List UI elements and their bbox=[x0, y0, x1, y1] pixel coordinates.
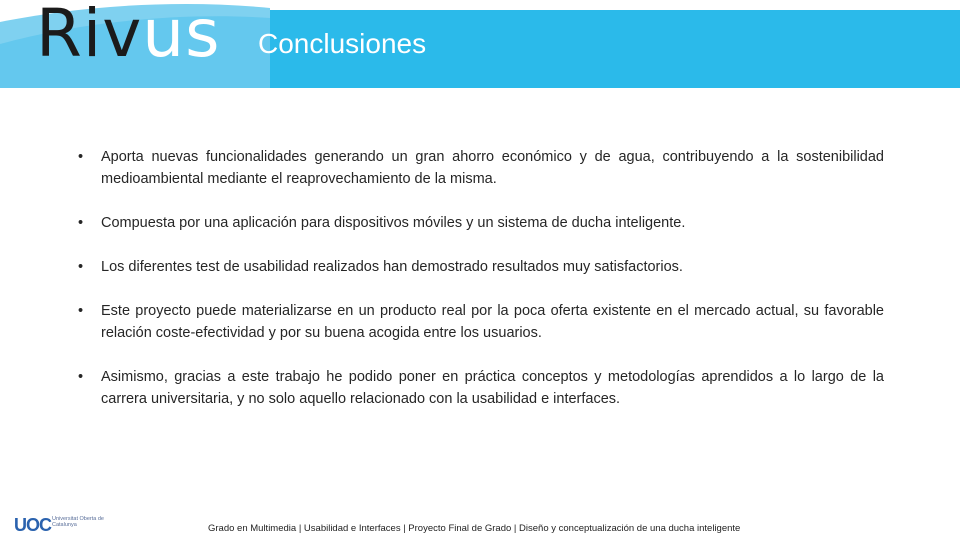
uoc-logo bbox=[14, 513, 106, 537]
bullet-item: • Asimismo, gracias a este trabajo he podido poner en práctica conceptos y metodologías aprendidos a lo largo de la carrera universitaria, y no solo aquello relacionado con la usabilidad e interfaces. bbox=[78, 366, 884, 410]
footer-caption: Grado en Multimedia | Usabilidad e Interfaces | Proyecto Final de Grado | Diseño y conceptualización de una ducha inteligente bbox=[208, 523, 741, 534]
logo-light-text: us bbox=[142, 0, 221, 72]
bullet-item: • Este proyecto puede materializarse en un producto real por la poca oferta existente en el mercado actual, su favorable relación coste-efectividad y por su buena acogida entre los usuarios. bbox=[78, 300, 884, 344]
bullet-item: • Aporta nuevas funcionalidades generando un gran ahorro económico y de agua, contribuyendo a la sostenibilidad medioambiental mediante el reaprovechamiento de la misma. bbox=[78, 146, 884, 190]
rivus-logo bbox=[36, 0, 220, 74]
bullet-item: • Compuesta por una aplicación para dispositivos móviles y un sistema de ducha inteligente. bbox=[78, 212, 884, 234]
uoc-logo-mark: UOC bbox=[14, 515, 51, 535]
conclusions-list bbox=[78, 146, 884, 410]
slide-title: Conclusiones bbox=[258, 28, 427, 59]
uoc-logo-subtitle: Universitat Oberta de Catalunya bbox=[52, 516, 104, 528]
logo-main-text: Riv bbox=[36, 0, 143, 72]
bullet-item: • Los diferentes test de usabilidad realizados han demostrado resultados muy satisfactorios. bbox=[78, 256, 884, 278]
